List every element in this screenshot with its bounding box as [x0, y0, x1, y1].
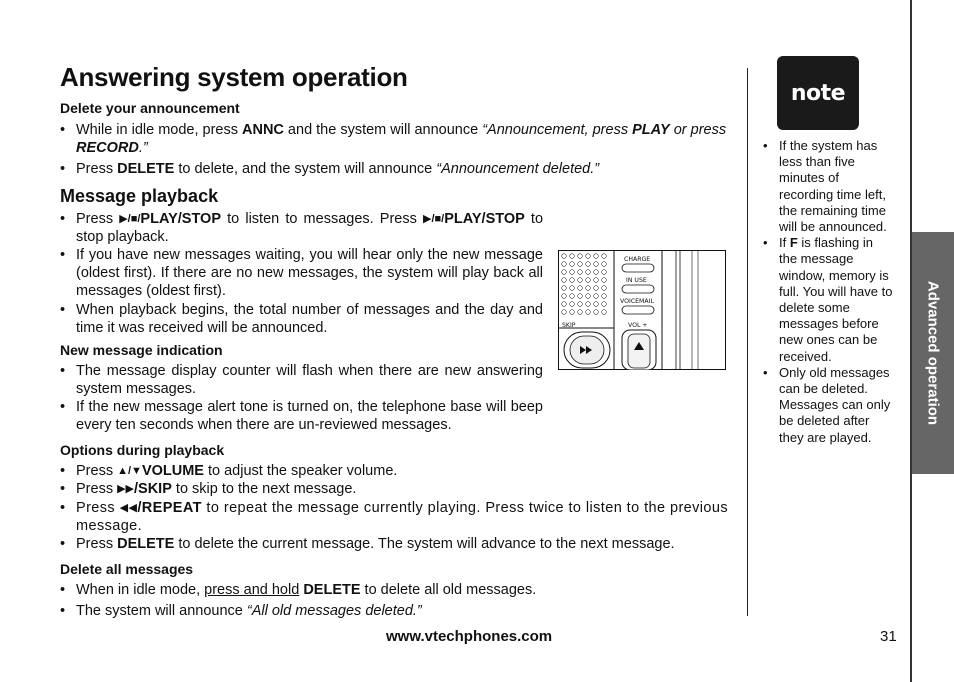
base-buttons-illustration	[558, 250, 726, 370]
heading-new-message-indication: New message indication	[60, 342, 223, 358]
list-item: • Press DELETE to delete, and the system will announce “Announcement deleted.”	[60, 161, 600, 177]
charge-label: CHARGE	[624, 256, 651, 263]
vol-label: VOL +	[628, 322, 648, 329]
voicemail-indicator	[622, 306, 654, 314]
list-item: • When in idle mode, press and hold DELETE to delete all old messages.	[60, 582, 537, 598]
in-use-indicator	[622, 285, 654, 293]
list-item: • The system will announce “All old messages deleted.”	[60, 603, 422, 619]
list-item: • If you have new messages waiting, you will hear only the new message (oldest first). If there are no new messages, the system will play back all messages (oldest first).	[60, 247, 543, 299]
skip-label: SKIP	[562, 322, 576, 329]
page-number: 31	[880, 628, 897, 645]
sidebar-notes	[763, 138, 893, 446]
note-badge	[777, 56, 859, 130]
list-item: • Press DELETE to delete the current message. The system will advance to the next message.	[60, 536, 675, 552]
list-item: • Press ◀◀/REPEAT to repeat the message currently playing. Press twice to listen to the previous message.	[60, 500, 728, 534]
list-item: • Only old messages can be deleted. Messages can only be deleted after they are played.	[763, 364, 891, 445]
volume-up-down-icon: ▲/▼	[117, 465, 142, 477]
fast-forward-icon: ▶▶	[117, 483, 135, 495]
heading-delete-all-messages: Delete all messages	[60, 561, 194, 577]
list-item: • Press ▶/■/PLAY/STOP to listen to messages. Press ▶/■/PLAY/STOP to stop playback.	[60, 211, 544, 245]
rewind-icon: ◀◀	[119, 502, 138, 514]
play-stop-icon: ▶/■/	[119, 213, 141, 225]
section-tab-label: Advanced operation	[924, 280, 942, 426]
list-item: • When playback begins, the total number of messages and the day and time it was received will be announced.	[60, 302, 543, 336]
list-item: • While in idle mode, press ANNC and the system will announce “Announcement, press PLAY or press RECORD.”	[60, 122, 727, 156]
charge-indicator	[622, 264, 654, 272]
list-item: • If the system has less than five minutes of recording time left, the remaining time will be announced.	[763, 138, 887, 235]
heading-options-during-playback: Options during playback	[60, 442, 225, 458]
heading-delete-announcement: Delete your announcement	[60, 100, 240, 116]
page-title: Answering system operation	[60, 62, 408, 92]
list-item: • If F is flashing in the message window, memory is full. You will have to delete some messages before new ones can be received.	[763, 235, 893, 364]
list-item: • If the new message alert tone is turned on, the telephone base will beep every ten seconds when there are un-reviewed messages.	[60, 399, 543, 433]
heading-message-playback: Message playback	[60, 186, 219, 206]
list-item: • Press ▲/▼VOLUME to adjust the speaker volume.	[60, 463, 398, 479]
note-label: note	[790, 80, 846, 106]
column-divider	[747, 68, 748, 616]
in-use-label: IN USE	[626, 277, 647, 284]
list-item: • The message display counter will flash when there are new answering system messages.	[60, 363, 543, 397]
footer-url[interactable]: www.vtechphones.com	[386, 628, 553, 645]
list-item: • Press ▶▶/SKIP to skip to the next message.	[60, 481, 357, 497]
play-stop-icon: ▶/■/	[422, 213, 445, 225]
voicemail-label: VOICEMAIL	[620, 298, 654, 305]
